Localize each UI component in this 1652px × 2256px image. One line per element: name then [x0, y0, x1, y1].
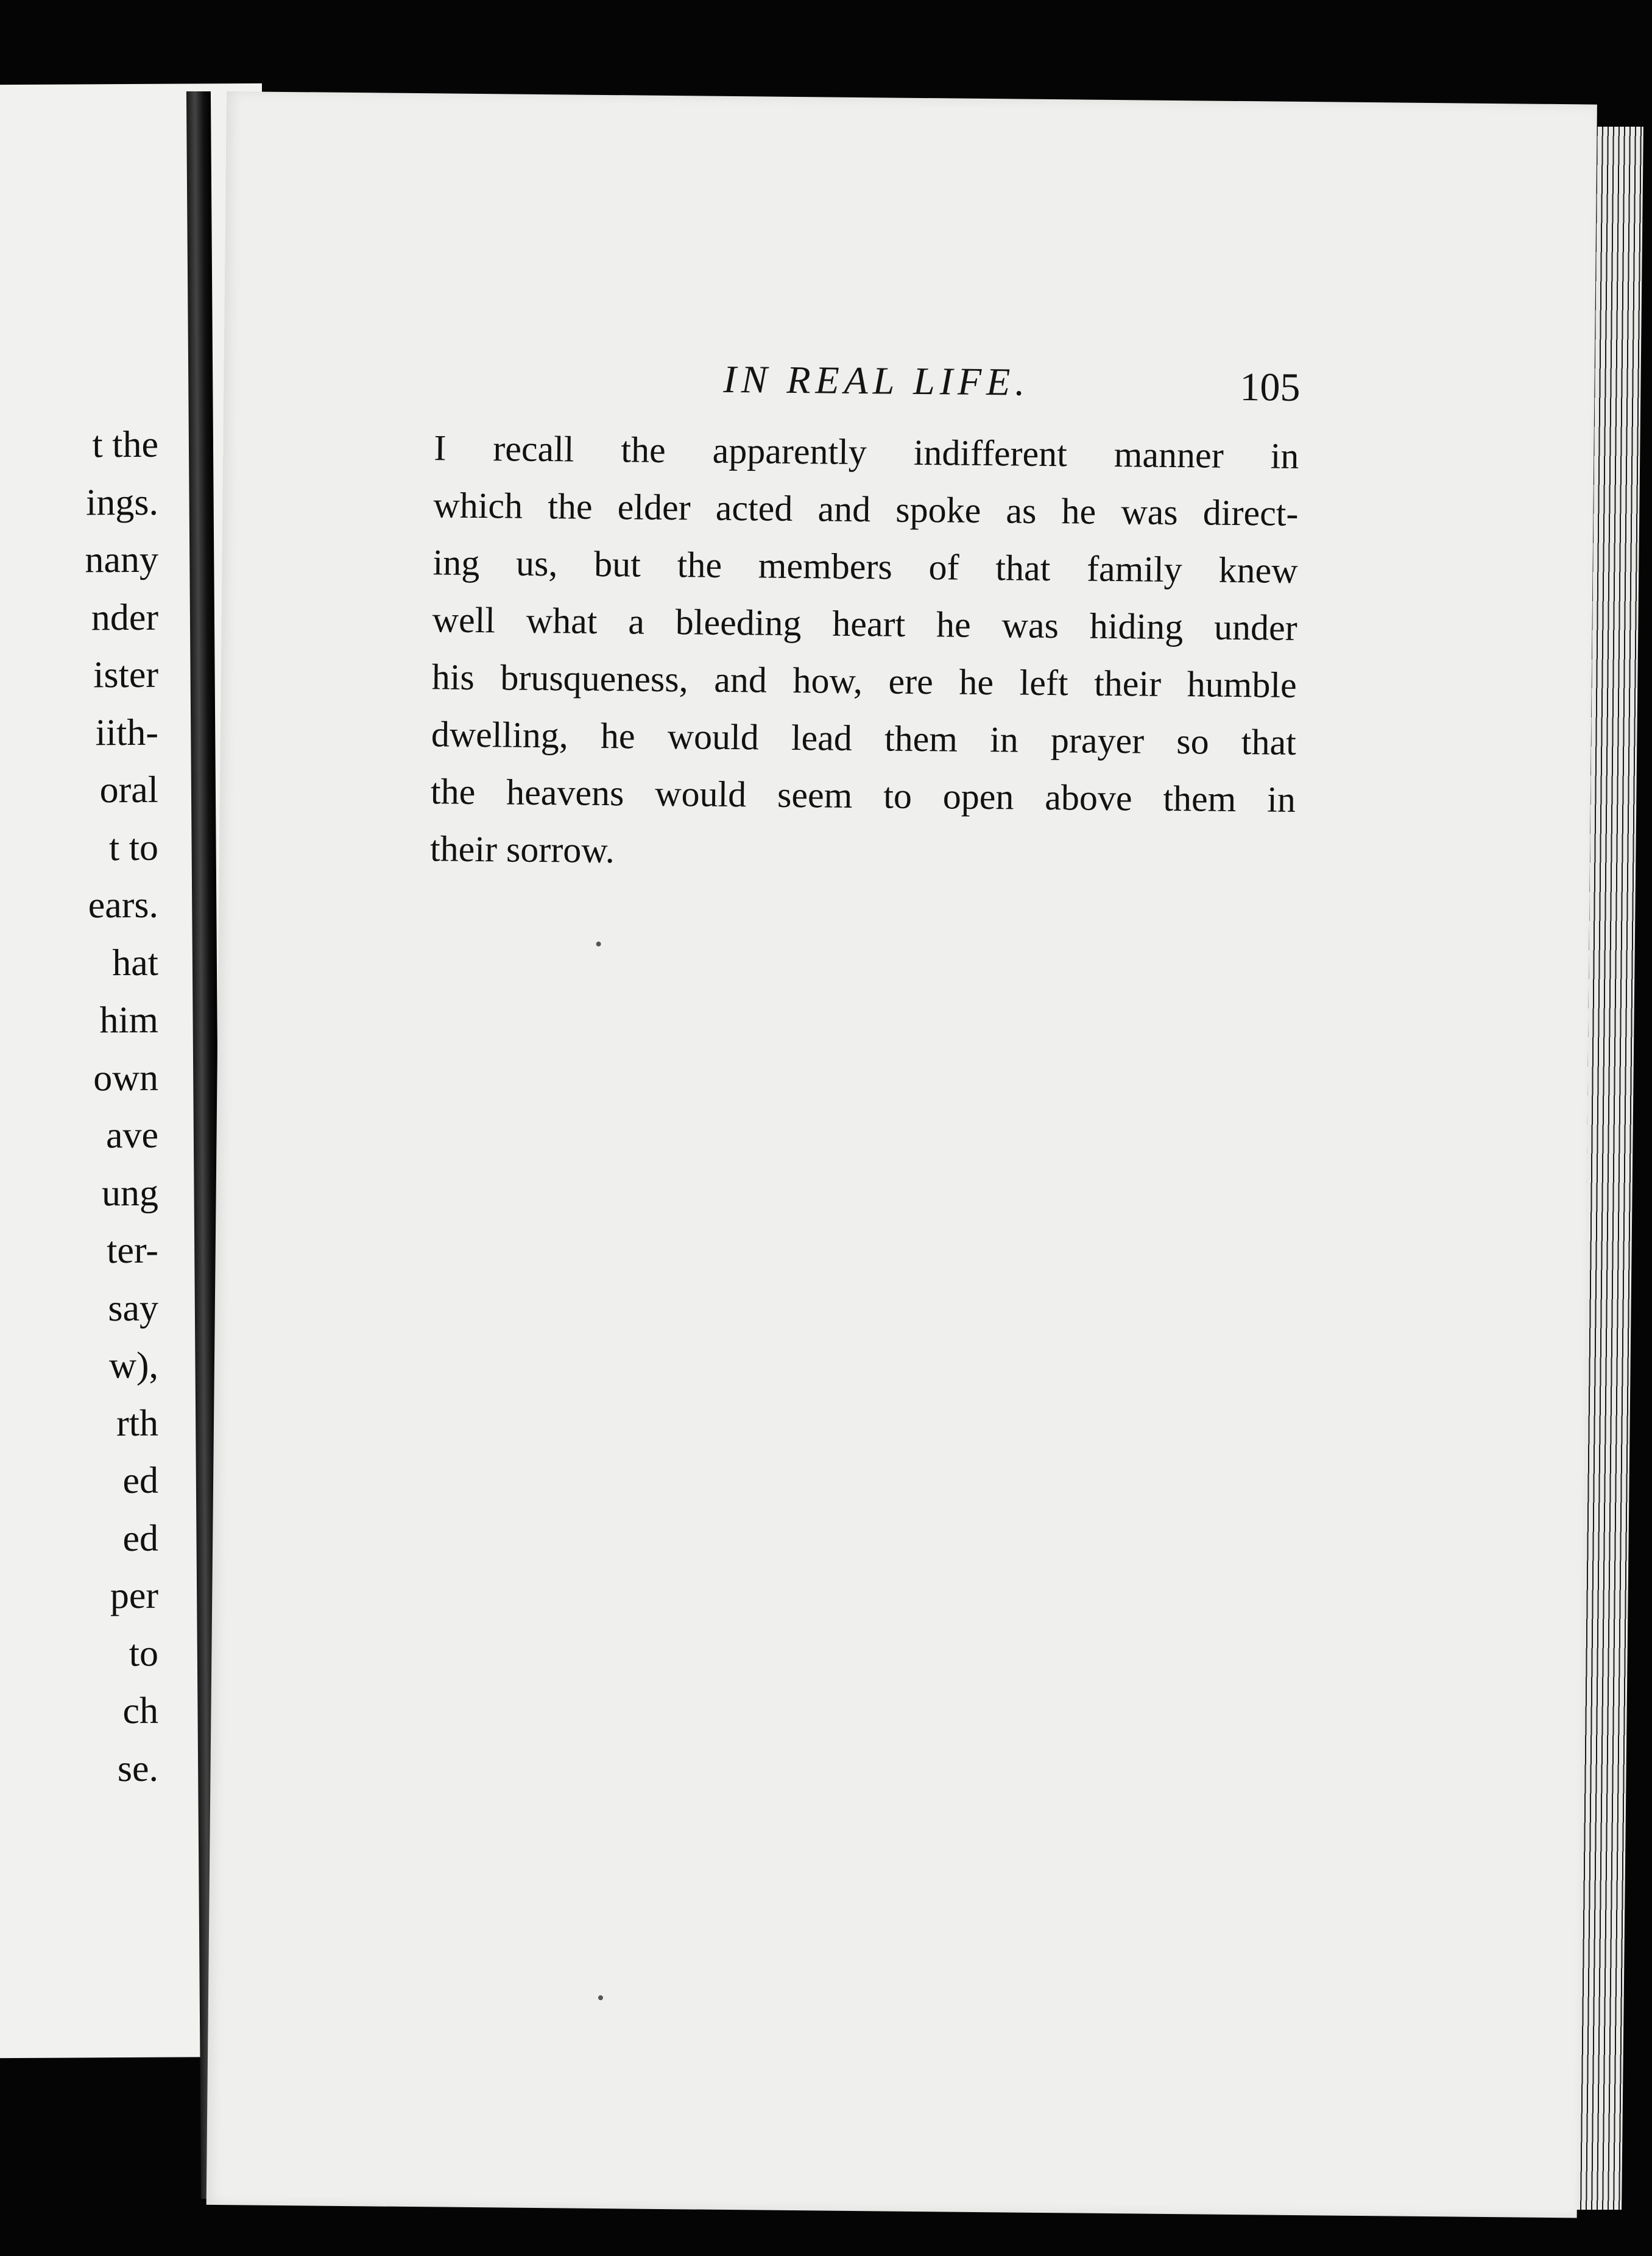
text-line: the heavens would seem to open above them in — [430, 771, 1296, 820]
paper-speck — [596, 942, 601, 946]
left-line: rth — [116, 1402, 158, 1444]
left-line: ch — [122, 1690, 158, 1732]
left-line: ave — [105, 1114, 158, 1157]
left-line: oral — [99, 769, 158, 811]
page-number: 105 — [1240, 364, 1301, 410]
left-page-text-fragments — [0, 416, 158, 1798]
text-line: I recall the apparently indifferent manner in — [434, 428, 1299, 476]
left-line: ed — [122, 1517, 158, 1559]
left-line: own — [93, 1057, 158, 1099]
right-page — [206, 91, 1597, 2218]
left-line: say — [108, 1287, 158, 1329]
left-line: to — [129, 1632, 158, 1674]
body-paragraph — [430, 419, 1299, 886]
left-line: ister — [93, 654, 158, 696]
text-line: his brusqueness, and how, ere he left their humble — [431, 657, 1297, 705]
text-line: which the elder acted and spoke as he was direct- — [433, 485, 1299, 534]
running-head: IN REAL LIFE. — [723, 357, 1030, 404]
text-line: dwelling, he would lead them in prayer so that — [431, 714, 1297, 763]
left-line: ears. — [88, 884, 158, 926]
text-line: ing us, but the members of that family knew — [432, 542, 1298, 591]
left-line: nder — [91, 596, 158, 638]
left-line: t the — [92, 423, 158, 466]
left-line: ung — [102, 1172, 158, 1214]
left-line: ings. — [86, 481, 158, 523]
text-line: well what a bleeding heart he was hiding under — [432, 599, 1297, 648]
paper-speck — [598, 1995, 603, 2000]
left-line: him — [99, 999, 158, 1042]
left-line: hat — [112, 942, 158, 984]
left-line: per — [110, 1574, 158, 1617]
left-line: t to — [109, 827, 158, 869]
left-line: ed — [122, 1459, 158, 1502]
left-line: iith- — [95, 711, 158, 753]
left-line: nany — [85, 538, 158, 581]
left-line: ter- — [107, 1229, 158, 1272]
left-line: w), — [109, 1344, 158, 1387]
text-line: their sorrow. — [429, 828, 615, 871]
left-line: se. — [117, 1747, 158, 1789]
